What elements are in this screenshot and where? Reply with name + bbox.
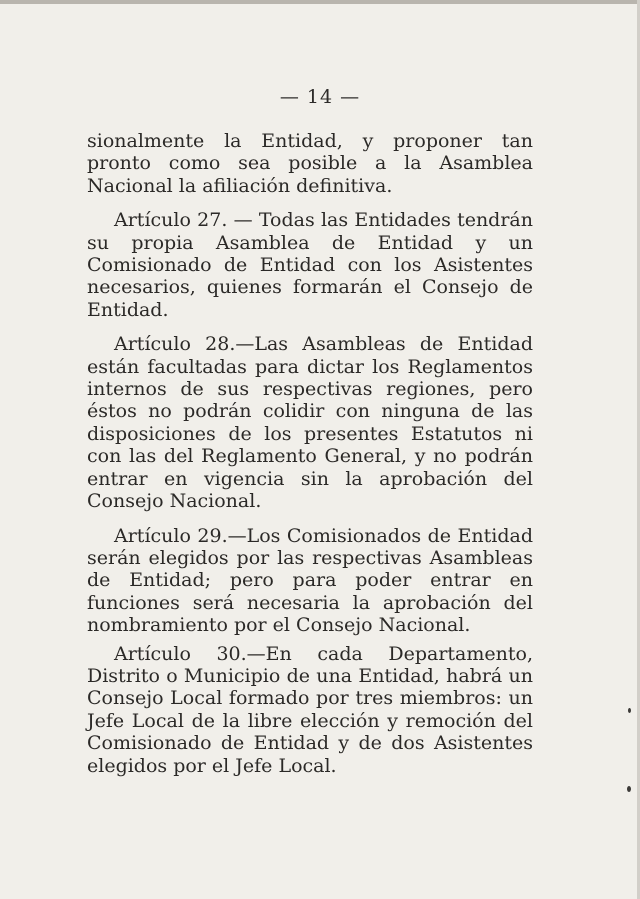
- ink-speck: [628, 708, 631, 713]
- paragraph-continuation: sionalmente la Entidad, y proponer tan pronto como sea posible a la Asamblea Nacional la afiliación definitiva.: [87, 130, 533, 197]
- ink-speck: [627, 786, 631, 792]
- body-text: [87, 130, 533, 789]
- article-27: Artículo 27. — Todas las Entidades tendrán su propia Asamblea de Entidad y un Comisionado de Entidad con los Asistentes necesarios, quienes formarán el Consejo de Entidad.: [87, 209, 533, 321]
- page-number: — 14 —: [279, 86, 361, 108]
- page-top-edge: [0, 0, 640, 4]
- article-29: Artículo 29.—Los Comisionados de Entidad serán elegidos por las respectivas Asambleas de Entidad; pero para poder entrar en funciones será necesaria la aprobación del nombramiento por el Consejo Nacional.: [87, 524, 533, 637]
- article-30: Artículo 30.—En cada Departamento, Distrito o Municipio de una Entidad, habrá un Consejo Local formado por tres miembros: un Jefe Local de la libre elección y remoción del Comisionado de Entidad y de dos Asistentes elegidos por el Jefe Local.: [87, 642, 533, 777]
- article-28: Artículo 28.—Las Asambleas de Entidad están facultadas para dictar los Reglamentos internos de sus respectivas regiones, pero éstos no podrán colidir con ninguna de las disposiciones de los presentes Estatutos ni con las del Reglamento General, y no podrán entrar en vigencia sin la aprobación del Consejo Nacional.: [87, 333, 533, 513]
